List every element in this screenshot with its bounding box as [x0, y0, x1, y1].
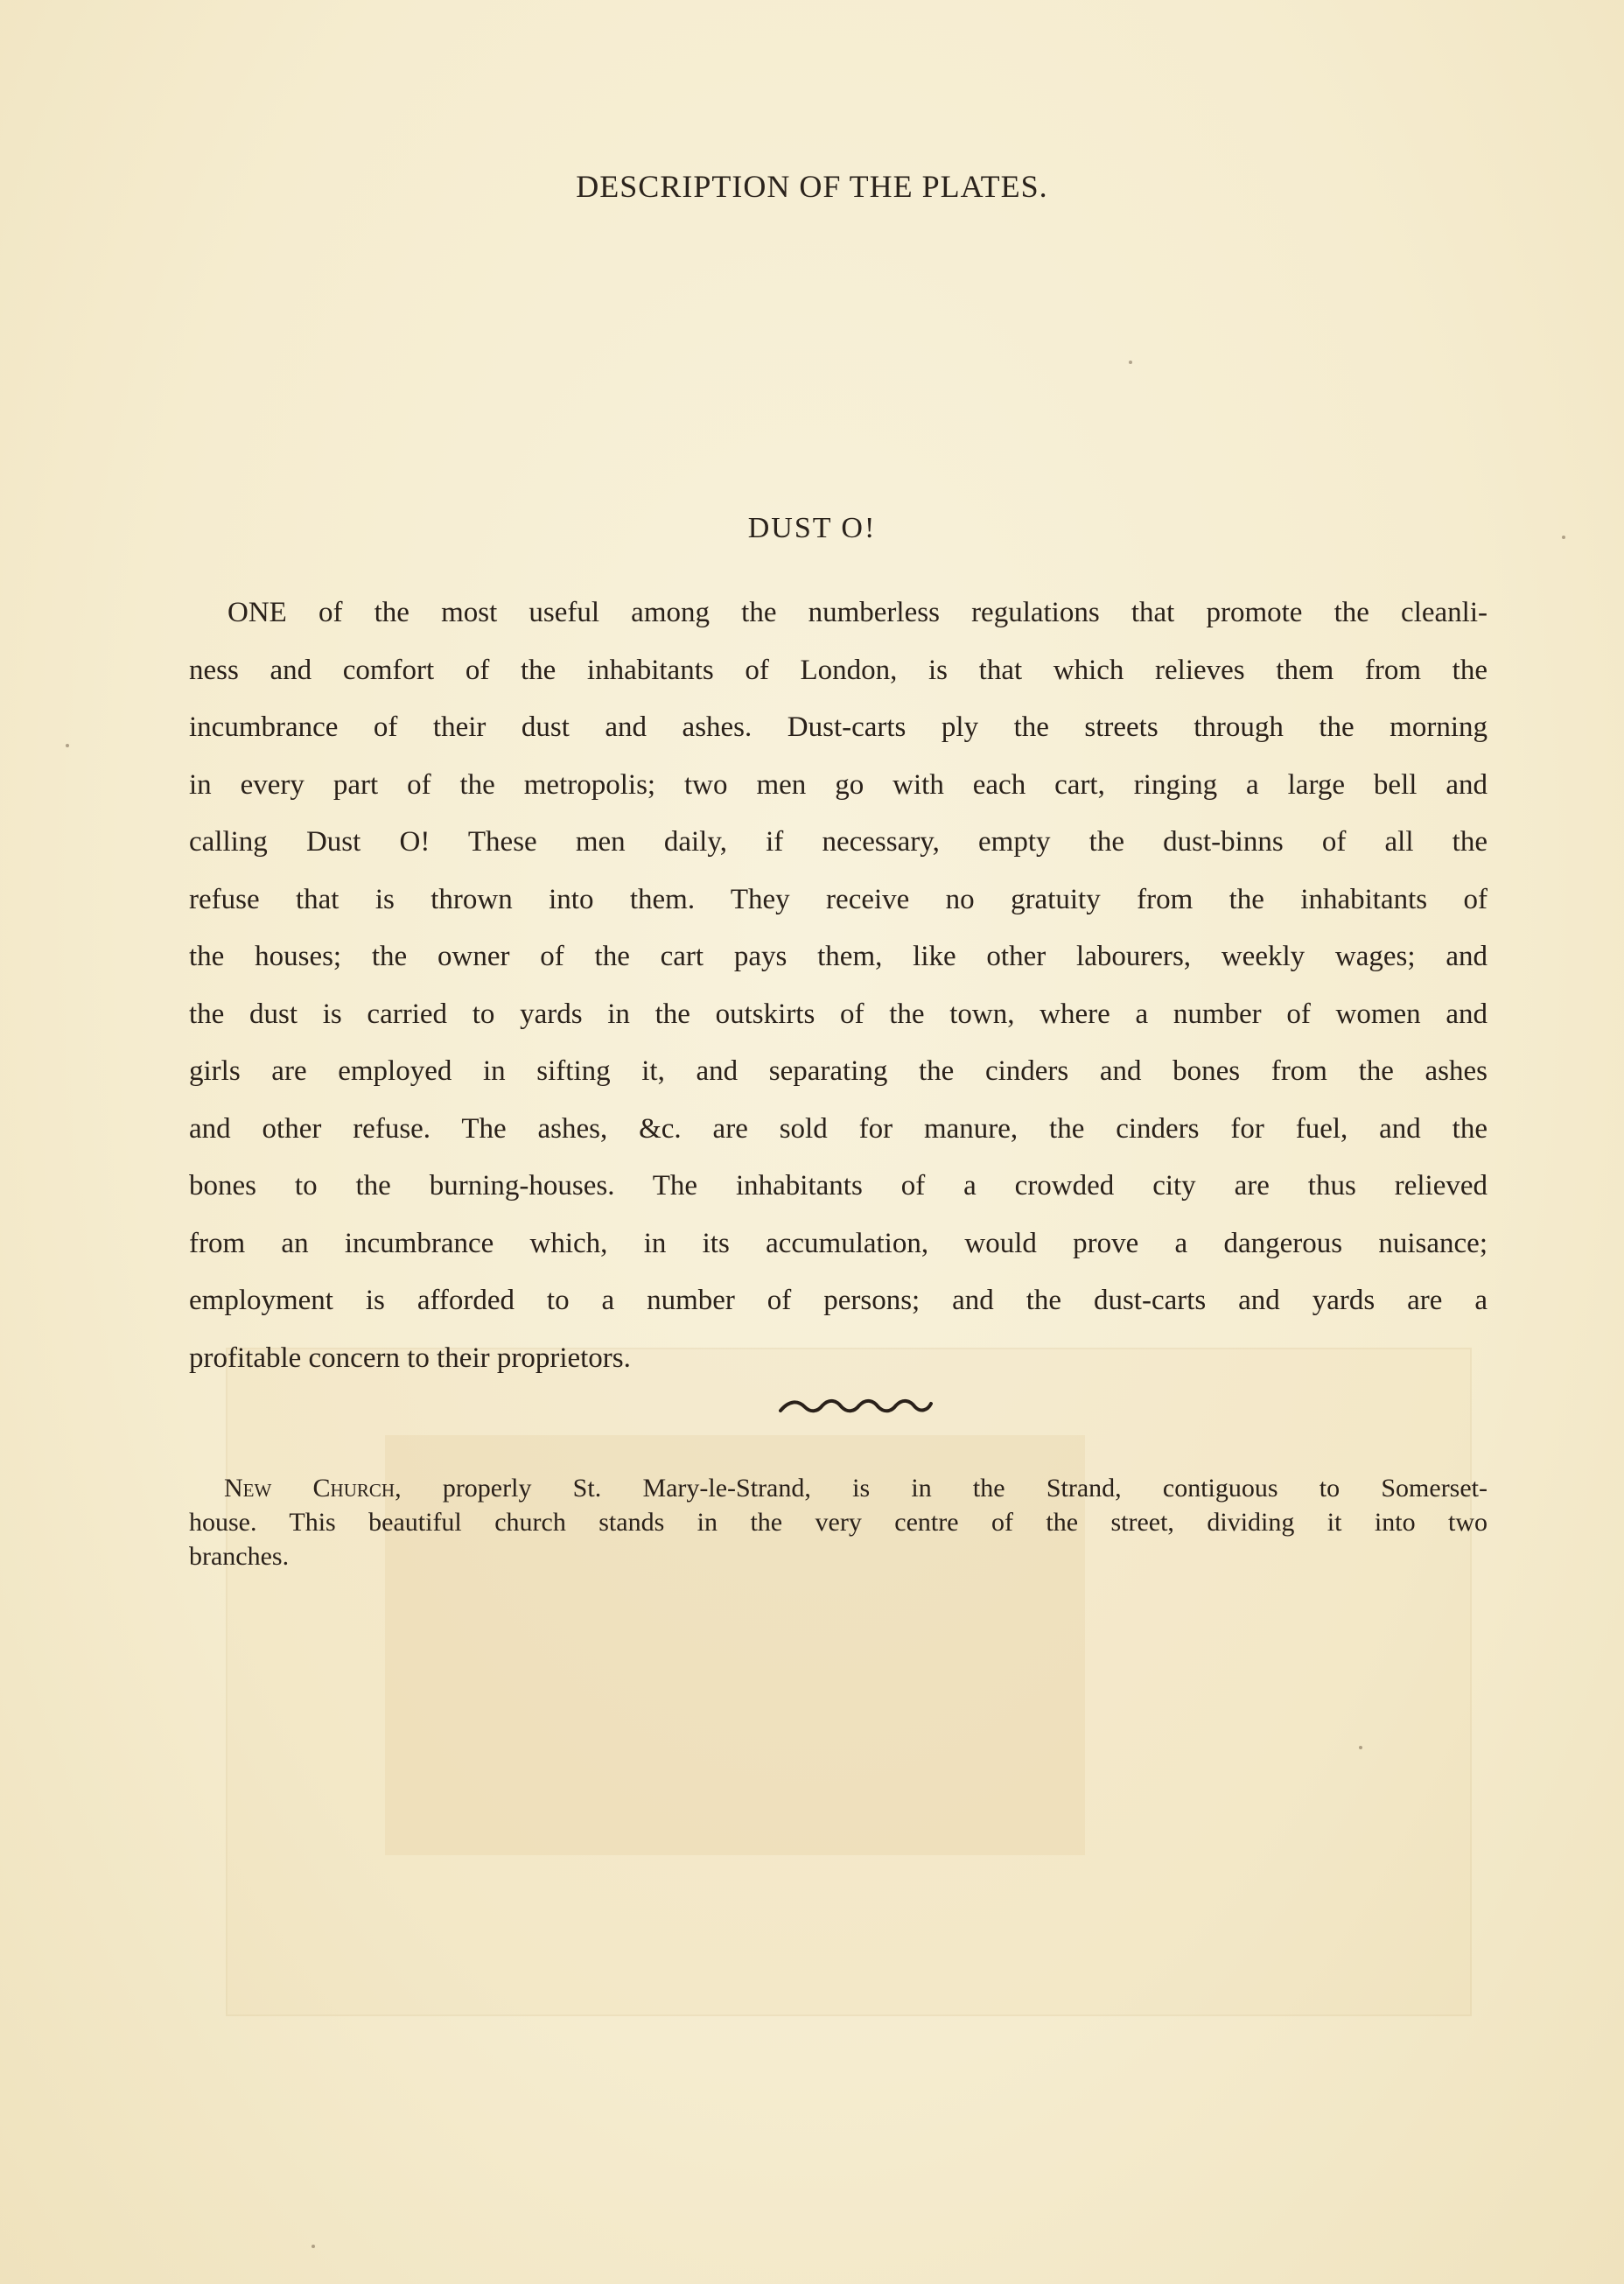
paper-speck	[1129, 361, 1132, 364]
section-title: DUST O!	[747, 512, 877, 544]
note-line-text: properly St. Mary-le-Strand, is in the Strand, contiguous to Somerset-	[401, 1474, 1488, 1503]
note-lead: New Church,	[224, 1474, 402, 1503]
plate-note	[189, 1471, 1488, 1573]
body-line: incumbrance of their dust and ashes. Dust-carts ply the streets through the morning	[189, 711, 1488, 743]
note-line: branches.	[189, 1542, 290, 1571]
paper-speck	[312, 2245, 315, 2248]
running-head: DESCRIPTION OF THE PLATES.	[576, 169, 1048, 204]
body-line: calling Dust O! These men daily, if necessary, empty the dust-binns of all the	[189, 826, 1488, 858]
body-line: employment is afforded to a number of persons; and the dust-carts and yards are a	[189, 1285, 1488, 1316]
body-line: bones to the burning-houses. The inhabitants of a crowded city are thus relieved	[189, 1170, 1488, 1202]
body-line: and other refuse. The ashes, &c. are sold for manure, the cinders for fuel, and the	[189, 1112, 1488, 1145]
note-line	[189, 1471, 1488, 1505]
body-line: the dust is carried to yards in the outskirts of the town, where a number of women and	[189, 998, 1488, 1030]
body-line: ness and comfort of the inhabitants of London, is that which relieves them from the	[189, 654, 1488, 686]
paper-speck	[1562, 536, 1565, 539]
body-paragraph	[189, 585, 1488, 1387]
body-line: refuse that is thrown into them. They receive no gratuity from the inhabitants of	[189, 883, 1488, 915]
paper-speck	[66, 744, 69, 747]
paper-speck	[1359, 1746, 1362, 1749]
body-line: girls are employed in sifting it, and separating the cinders and bones from the ashes	[189, 1055, 1488, 1087]
body-line: from an incumbrance which, in its accumulation, would prove a dangerous nuisance;	[189, 1227, 1488, 1259]
body-line: in every part of the metropolis; two men go with each cart, ringing a large bell and	[189, 768, 1488, 801]
body-line: profitable concern to their proprietors.	[189, 1342, 631, 1374]
note-line: house. This beautiful church stands in the very centre of the street, dividing it into two	[189, 1508, 1488, 1537]
wave-ornament	[779, 1398, 933, 1416]
body-line: the houses; the owner of the cart pays them, like other labourers, weekly wages; and	[189, 941, 1488, 972]
body-line: ONE of the most useful among the numberless regulations that promote the cleanli-	[228, 597, 1488, 628]
